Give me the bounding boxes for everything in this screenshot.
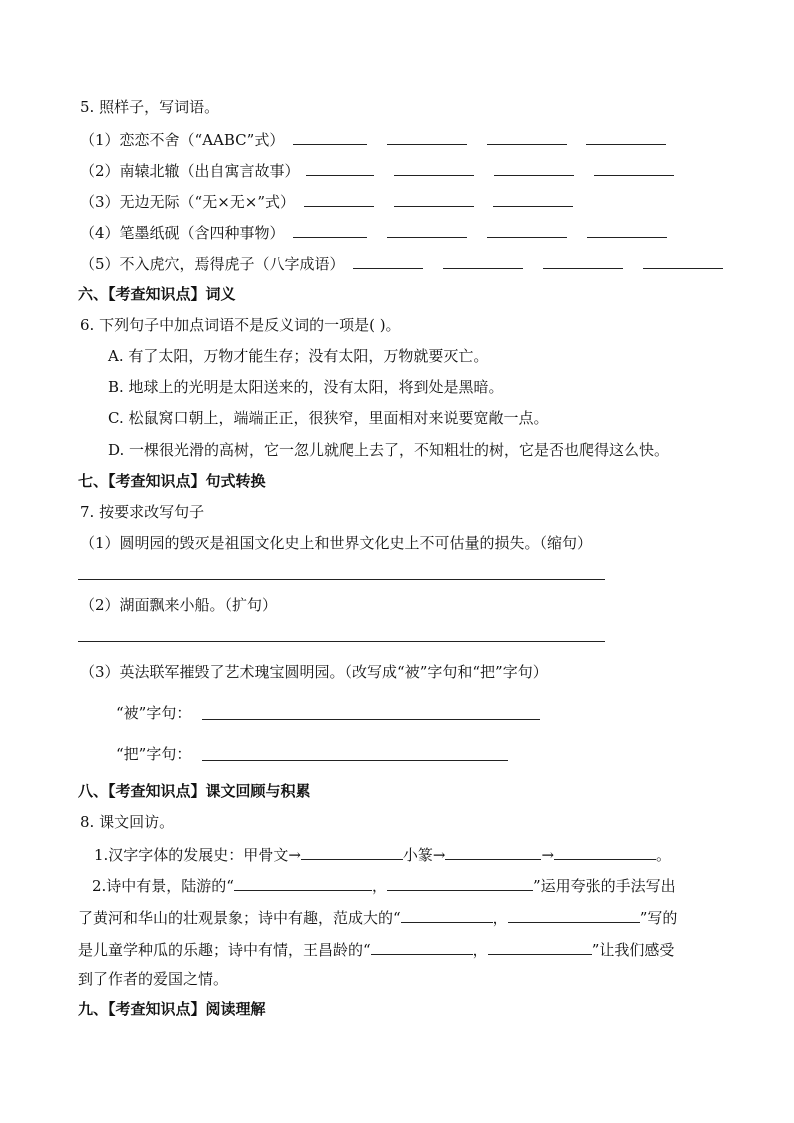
q6-option-c: C. 松鼠窝口朝上，端端正正，很狭窄，里面相对来说要宽敞一点。 (108, 409, 549, 427)
q8-l2-a: 2.诗中有景，陆游的“ (92, 877, 234, 895)
q8-l4-b: ”让我们感受 (591, 941, 675, 959)
q5-item-4 (80, 222, 667, 243)
q7-sub-2: （2）湖面飘来小船。（扩句） (80, 596, 278, 614)
q5-item-2-text: （2）南辕北辙（出自寓言故事） (80, 162, 300, 180)
answer-blank[interactable] (401, 907, 493, 923)
q8-l1-a: 1.汉字字体的发展史：甲骨文→ (94, 846, 301, 864)
answer-blank[interactable] (487, 129, 567, 145)
q8-line-3 (78, 907, 677, 928)
q7-ba-text: “把”字句： (116, 745, 192, 763)
answer-blank[interactable] (493, 191, 573, 207)
q8-l2-b: ”运用夸张的手法写出 (533, 877, 676, 895)
q5-item-5 (80, 253, 723, 274)
answer-blank[interactable] (543, 253, 623, 269)
q7-bei-text: “被”字句： (116, 704, 192, 722)
q7-stem: 7. 按要求改写句子 (80, 503, 205, 521)
answer-blank[interactable] (301, 844, 403, 860)
q8-line-2 (92, 875, 676, 896)
q8-l1-d: 。 (656, 846, 672, 864)
answer-blank[interactable] (234, 875, 372, 891)
q7-sub-3: （3）英法联军摧毁了艺术瑰宝圆明园。（改写成“被”字句和“把”字句） (80, 663, 548, 681)
answer-line[interactable] (78, 641, 605, 642)
q8-l1-c: → (541, 846, 555, 864)
section-7-heading: 七、【考查知识点】句式转换 (78, 472, 266, 490)
q5-item-1 (80, 129, 666, 150)
answer-line[interactable] (202, 760, 508, 761)
q8-l3-comma: ， (492, 909, 508, 927)
answer-blank[interactable] (394, 191, 474, 207)
answer-blank[interactable] (445, 844, 541, 860)
answer-blank[interactable] (387, 875, 533, 891)
q5-item-4-text: （4）笔墨纸砚（含四种事物） (80, 224, 285, 242)
answer-blank[interactable] (494, 160, 574, 176)
q5-item-1-text: （1）恋恋不舍（“AABC”式） (80, 131, 285, 149)
q7-sub-1: （1）圆明园的毁灭是祖国文化史上和世界文化史上不可估量的损失。（缩句） (80, 534, 593, 552)
q7-ba-label (116, 744, 191, 764)
q8-line-1 (94, 844, 671, 865)
q5-item-3 (80, 191, 573, 212)
section-9-heading: 九、【考查知识点】阅读理解 (78, 1000, 266, 1018)
q8-l3-b: ”写的 (639, 909, 678, 927)
answer-line[interactable] (78, 579, 605, 580)
answer-blank[interactable] (487, 222, 567, 238)
q6-option-a: A. 有了太阳，万物才能生存；没有太阳，万物就要灭亡。 (108, 347, 489, 365)
q8-l1-b: 小篆→ (402, 846, 446, 864)
section-8-heading: 八、【考查知识点】课文回顾与积累 (78, 782, 311, 800)
q8-line-4 (78, 939, 674, 960)
q6-option-b: B. 地球上的光明是太阳送来的，没有太阳，将到处是黑暗。 (108, 378, 504, 396)
q8-l2-comma: ， (371, 877, 387, 895)
q8-l4-a: 是儿童学种瓜的乐趣；诗中有情，王昌龄的“ (78, 941, 371, 959)
q6-stem: 6. 下列句子中加点词语不是反义词的一项是( )。 (80, 316, 401, 334)
answer-line[interactable] (202, 719, 540, 720)
answer-blank[interactable] (587, 222, 667, 238)
q8-stem: 8. 课文回访。 (80, 813, 175, 831)
answer-blank[interactable] (387, 129, 467, 145)
q8-l4-comma: ， (472, 941, 488, 959)
q5-item-5-text: （5）不入虎穴，焉得虎子（八字成语） (80, 255, 345, 273)
answer-blank[interactable] (353, 253, 423, 269)
answer-blank[interactable] (488, 939, 592, 955)
answer-blank[interactable] (304, 191, 374, 207)
q5-item-3-text: （3）无边无际（“无×无×”式） (80, 193, 296, 211)
answer-blank[interactable] (306, 160, 374, 176)
answer-blank[interactable] (594, 160, 674, 176)
answer-blank[interactable] (443, 253, 523, 269)
answer-blank[interactable] (387, 222, 467, 238)
q5-stem (80, 97, 219, 117)
q5-stem-text: 5. 照样子，写词语。 (80, 98, 220, 116)
section-6-heading: 六、【考查知识点】词义 (78, 285, 236, 303)
q8-l3-a: 了黄河和华山的壮观景象；诗中有趣，范成大的“ (78, 909, 401, 927)
q5-item-2 (80, 160, 674, 181)
q7-bei-label (116, 703, 191, 723)
q6-option-d: D. 一棵很光滑的高树，它一忽儿就爬上去了，不知粗壮的树，它是否也爬得这么快。 (108, 441, 670, 459)
answer-blank[interactable] (394, 160, 474, 176)
answer-blank[interactable] (371, 939, 473, 955)
answer-blank[interactable] (554, 844, 656, 860)
answer-blank[interactable] (643, 253, 723, 269)
answer-blank[interactable] (508, 907, 640, 923)
answer-blank[interactable] (293, 129, 367, 145)
q8-line-5: 到了作者的爱国之情。 (78, 970, 229, 988)
answer-blank[interactable] (293, 222, 367, 238)
answer-blank[interactable] (586, 129, 666, 145)
